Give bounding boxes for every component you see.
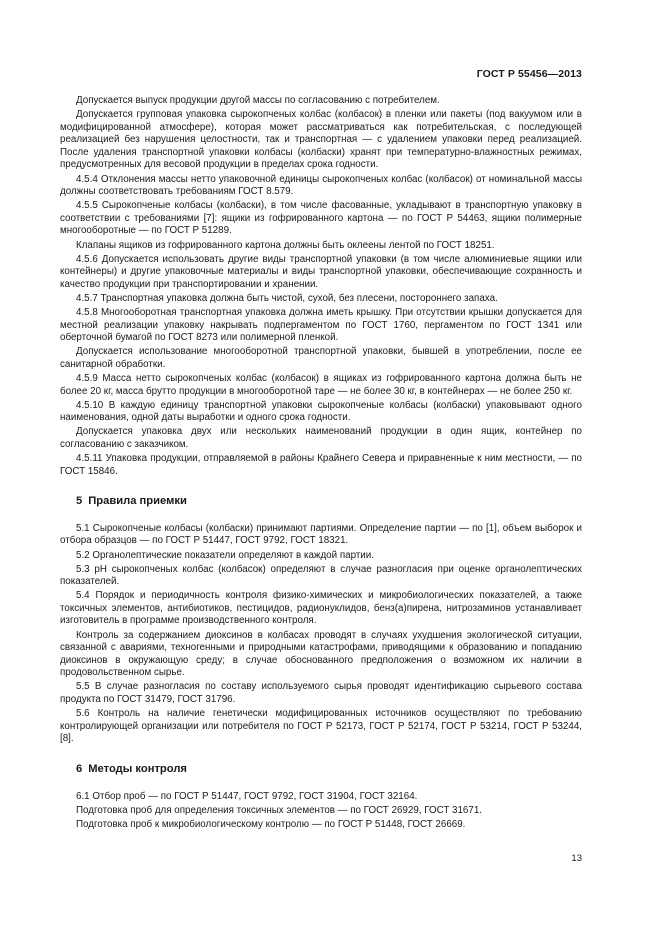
paragraph: Контроль за содержанием диоксинов в колбасах проводят в случаях ухудшения экологической ситуации, связанной с авариями, техногенными и природными катастрофами, приводящими к образованию и попаданию диоксинов в окружающую среду; в случае обоснованного предположения о возможном их наличии в продовольственном сырье. [60,629,582,679]
paragraph: 6.1 Отбор проб — по ГОСТ Р 51447, ГОСТ 9792, ГОСТ 31904, ГОСТ 32164. [76,790,418,802]
paragraph: 4.5.4 Отклонения массы нетто упаковочной единицы сырокопченых колбас (колбасок) от номинальной массы должны соответствовать требованиям ГОСТ 8.579. [60,173,582,198]
section-4-continued [60,95,582,478]
paragraph: Подготовка проб для определения токсичных элементов — по ГОСТ 26929, ГОСТ 31671. [76,804,483,816]
section-6-heading [60,763,582,776]
paragraph: 4.5.8 Многооборотная транспортная упаковка должна иметь крышку. При отсутствии крышки допускается для местной реализации упаковку накрывать подпергаментом по ГОСТ 1760, пергаментом по ГОСТ 1341 или оберточной бумагой по ГОСТ 8273 или полимерной пленкой. [60,307,582,344]
paragraph: 4.5.7 Транспортная упаковка должна быть чистой, сухой, без плесени, постороннего запаха. [76,292,498,304]
paragraph: 5.2 Органолептические показатели определяют в каждой партии. [76,549,374,561]
document-body [60,95,582,833]
section-title: Методы контроля [88,762,187,775]
section-number: 6 [76,762,83,775]
paragraph: Допускается использование многооборотной транспортной упаковки, бывшей в употреблении, после ее санитарной обработки. [60,346,582,370]
paragraph: 5.4 Порядок и периодичность контроля физико-химических и микробиологических показателей, а также токсичных элементов, антибиотиков, пестицидов, радионуклидов, бенз(а)пирена, нитрозаминов устанавливает изготовитель в программе производственного контроля. [60,590,582,627]
paragraph: 5.5 В случае разногласия по составу используемого сырья проводят идентификацию сырьевого состава продукта по ГОСТ 31479, ГОСТ 31796. [60,681,582,706]
paragraph: 4.5.6 Допускается использовать другие виды транспортной упаковки (в том числе алюминиевые ящики или контейнеры) и другие упаковочные материалы и виды транспортной упаковки, обеспечивающие сохранность и качество продукции при транспортировании и хранении. [60,253,582,290]
paragraph: Допускается выпуск продукции другой массы по согласованию с потребителем. [76,95,440,106]
paragraph: 4.5.10 В каждую единицу транспортной упаковки сырокопченые колбасы (колбаски) упаковывают одного наименования, одной даты выработки и одного срока годности. [60,399,582,424]
section-title: Правила приемки [88,495,187,508]
paragraph: 5.6 Контроль на наличие генетически модифицированных источников осуществляют по требованию контролирующей организации или потребителя по ГОСТ Р 52173, ГОСТ Р 52174, ГОСТ Р 53214, ГОСТ Р 53244, [8]. [60,708,582,745]
paragraph: 4.5.5 Сырокопченые колбасы (колбаски), в том числе фасованные, укладывают в транспортную упаковку в соответствии с требованиями [7]: ящики из гофрированного картона — по ГОСТ Р 54463, ящики полимерные многооборотные — по ГОСТ Р 51289. [60,200,582,237]
paragraph: 4.5.9 Масса нетто сырокопченых колбас (колбасок) в ящиках из гофрированного картона должна быть не более 20 кг, масса брутто продукции в многооборотной таре — не более 30 кг, в контейнерах — не более 250 кг. [60,372,582,397]
page-number: 13 [571,853,582,864]
section-6-body [60,791,582,832]
document-id-header: ГОСТ Р 55456—2013 [476,68,582,80]
paragraph: 5.3 pH сырокопченых колбас (колбасок) определяют в случае разногласия при оценке органолептических показателей. [60,563,582,588]
paragraph: 4.5.11 Упаковка продукции, отправляемой в районы Крайнего Севера и приравненные к ним местности, — по ГОСТ 15846. [60,453,582,477]
section-number: 5 [76,495,83,508]
paragraph: Подготовка проб к микробиологическому контролю — по ГОСТ Р 51448, ГОСТ 26669. [76,818,466,830]
section-5-heading [60,495,582,508]
paragraph: Допускается групповая упаковка сырокопченых колбас (колбасок) в пленки или пакеты (под вакуумом или в модифицированной атмосфере), которая может рассматриваться как потребительская, с последующей реализацией без нарушения целостности, так и транспортная — с удалением упаковки перед реализацией. После удаления транспортной упаковки колбасы (колбаски) хранят при температурно-влажностных режимах, предусмотренных для весовой продукции в пределах срока годности. [60,109,582,171]
paragraph: Клапаны ящиков из гофрированного картона должны быть оклеены лентой по ГОСТ 18251. [76,239,495,251]
paragraph: 5.1 Сырокопченые колбасы (колбаски) принимают партиями. Определение партии — по [1], объем выборок и отбора образцов — по ГОСТ Р 51447, ГОСТ 9792, ГОСТ 18321. [60,522,582,547]
paragraph: Допускается упаковка двух или нескольких наименований продукции в один ящик, контейнер по согласованию с заказчиком. [60,426,582,450]
section-5-body [60,523,582,746]
